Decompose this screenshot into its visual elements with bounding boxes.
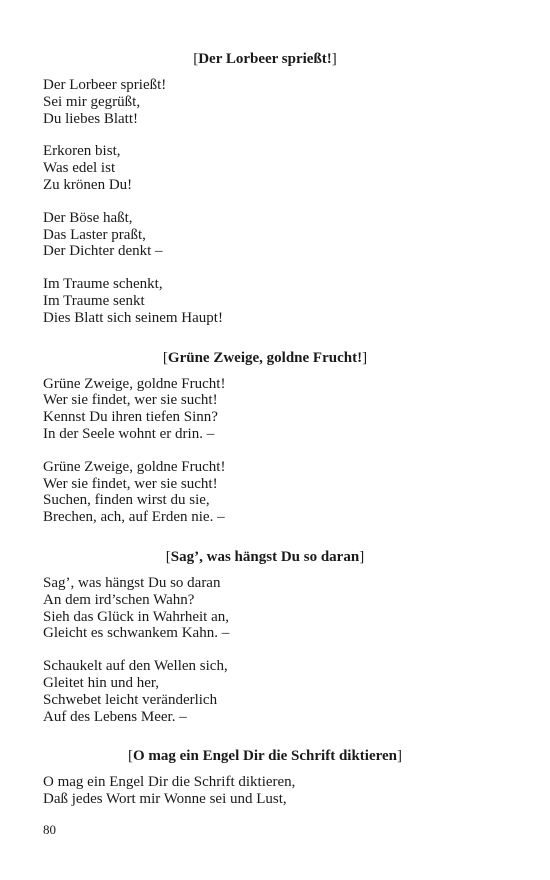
close-bracket: ] [397,748,403,765]
poem-title-text: Grüne Zweige, goldne Frucht! [167,349,363,366]
verse-line: Der Dichter denkt – [43,243,163,260]
stanza [43,276,487,326]
verse-line: O mag ein Engel Dir die Schrift diktieren, [43,774,296,791]
poem-title [43,548,487,566]
verse-line: Schaukelt auf den Wellen sich, [43,658,228,675]
open-bracket: [ [165,548,171,565]
open-bracket: [ [162,349,168,366]
stanza [43,774,487,808]
verse-line: Erkoren bist, [43,143,121,160]
poem [43,548,487,725]
stanza [43,143,487,193]
verse-line: Wer sie findet, wer sie sucht! [43,475,218,492]
verse-line: Im Traume schenkt, [43,276,163,293]
verse-line: Der Böse haßt, [43,209,133,226]
close-bracket: ] [362,349,368,366]
stanza [43,575,487,642]
verse-line: Sag’, was hängst Du so daran [43,574,221,591]
poem [43,50,487,327]
verse-line: An dem ird’schen Wahn? [43,591,195,608]
poem-title-text: O mag ein Engel Dir die Schrift diktieren [132,748,398,765]
poem-title [43,349,487,367]
verse-line: Zu krönen Du! [43,176,133,193]
stanza [43,376,487,443]
verse-line: Gleitet hin und her, [43,674,160,691]
stanza [43,210,487,260]
poem [43,747,487,808]
verse-line: Wer sie findet, wer sie sucht! [43,392,218,409]
verse-line: Auf des Lebens Meer. – [43,708,187,725]
open-bracket: [ [127,748,133,765]
verse-line: Gleicht es schwankem Kahn. – [43,625,230,642]
poem-title-text: Der Lorbeer sprießt! [198,51,332,67]
verse-line: Der Lorbeer sprießt! [43,77,167,93]
verse-line: Grüne Zweige, goldne Frucht! [43,375,226,392]
verse-line: In der Seele wohnt er drin. – [43,425,215,442]
poem-title-text: Sag’, was hängst Du so daran [170,548,360,565]
verse-line: Grüne Zweige, goldne Frucht! [43,458,226,475]
verse-line: Das Laster praßt, [43,226,146,243]
verse-line: Im Traume senkt [43,292,145,309]
verse-line: Sei mir gegrüßt, [43,93,141,110]
verse-line: Was edel ist [43,160,116,177]
page-body [43,50,487,830]
poem-title [43,747,487,765]
verse-line: Schwebet leicht veränderlich [43,691,218,708]
open-bracket: [ [193,51,199,67]
verse-line: Sieh das Glück in Wahrheit an, [43,608,229,625]
verse-line: Brechen, ach, auf Erden nie. – [43,509,225,526]
verse-line: Dies Blatt sich seinem Haupt! [43,309,223,326]
poem-title [43,50,487,68]
close-bracket: ] [359,548,365,565]
stanza [43,77,487,127]
close-bracket: ] [331,51,337,67]
stanza [43,459,487,526]
verse-line: Kennst Du ihren tiefen Sinn? [43,409,218,426]
page-number: 80 [43,822,56,837]
stanza [43,658,487,725]
poem [43,349,487,526]
verse-line: Du liebes Blatt! [43,110,138,127]
verse-line: Suchen, finden wirst du sie, [43,492,210,509]
verse-line: Daß jedes Wort mir Wonne sei und Lust, [43,791,287,808]
